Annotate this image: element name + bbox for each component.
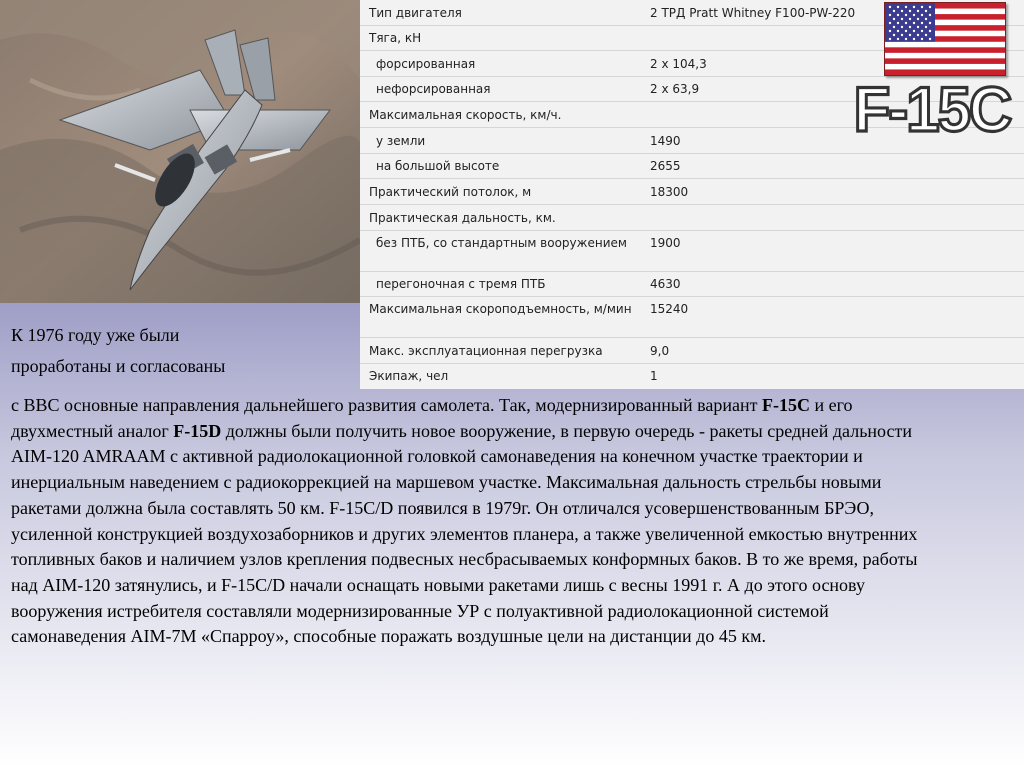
table-row (360, 364, 1024, 389)
param-cell: Практический потолок, м (369, 185, 532, 199)
value-cell: 1490 (650, 134, 681, 148)
table-row (360, 338, 1024, 364)
param-cell: Максимальная скорость, км/ч. (369, 108, 562, 122)
body-paragraph (11, 393, 936, 650)
model-name-bold: F-15D (173, 420, 222, 441)
value-cell: 2 ТРД Pratt Whitney F100-PW-220 (650, 6, 856, 20)
f15-jet-image (0, 0, 360, 303)
intro-text (11, 320, 351, 382)
param-cell: у земли (376, 134, 426, 148)
param-cell: без ПТБ, со стандартным вооружением (376, 236, 627, 250)
value-cell: 2 х 104,3 (650, 57, 707, 71)
value-cell: 1 (650, 369, 658, 383)
param-cell: Тип двигателя (369, 6, 462, 20)
intro-line: проработаны и согласованы (11, 356, 226, 376)
us-flag-icon (884, 2, 1006, 76)
param-cell: Максимальная скороподъемность, м/мин (369, 302, 632, 316)
model-title: F-15C (853, 74, 1011, 145)
param-cell: Тяга, кН (369, 31, 422, 45)
value-cell: 4630 (650, 277, 681, 291)
body-text-part: и его двухместный аналог (11, 395, 853, 441)
value-cell: 2655 (650, 159, 681, 173)
table-row (360, 231, 1024, 272)
body-text-part: с ВВС основные направления дальнейшего развития самолета. Так, модернизированный вариант (11, 395, 762, 415)
value-cell: 15240 (650, 302, 689, 316)
table-row (360, 297, 1024, 338)
value-cell: 18300 (650, 185, 689, 199)
aircraft-photo (0, 0, 360, 303)
value-cell: 9,0 (650, 344, 670, 358)
param-cell: на большой высоте (376, 159, 500, 173)
param-cell: нефорсированная (376, 82, 491, 96)
table-row (360, 272, 1024, 297)
param-cell: форсированная (376, 57, 476, 71)
table-row (360, 179, 1024, 205)
body-text-part: должны были получить новое вооружение, в первую очередь - ракеты средней дальности AIM-120 AMRAAM с активной радиолокационной головкой самонаведения на конечном участке траектории и инерциальным наведением с радиокоррекцией на маршевом участке. Максимальная дальность стрельбы новыми ракетами должна была составлять 50 км. F-15C/D появился в 1979г. Он отличался усовершенствованным БРЭО, усиленной конструкцией воздухозаборников и других элементов планера, а также увеличенной емкостью внутренних топливных баков и наличием узлов крепления подвесных несбрасываемых конформных баков. В то же время, работы над AIM-120 затянулись, и F-15C/D начали оснащать новыми ракетами лишь с весны 1991 г. А до этого основу вооружения истребителя составляли модернизированные УР с полуактивной радиолокационной системой самонаведения AIM-7M «Спарроу», способные поражать воздушные цели на дистанции до 45 км. (11, 420, 918, 647)
table-row (360, 154, 1024, 179)
value-cell: 2 х 63,9 (650, 82, 700, 96)
param-cell: Макс. эксплуатационная перегрузка (369, 344, 603, 358)
model-name-bold: F-15C (761, 395, 810, 415)
param-cell: Практическая дальность, км. (369, 211, 556, 225)
table-row (360, 205, 1024, 231)
intro-line: К 1976 году уже были (11, 325, 180, 345)
param-cell: Экипаж, чел (369, 369, 449, 383)
value-cell: 1900 (650, 236, 681, 250)
param-cell: перегоночная с тремя ПТБ (376, 277, 546, 291)
